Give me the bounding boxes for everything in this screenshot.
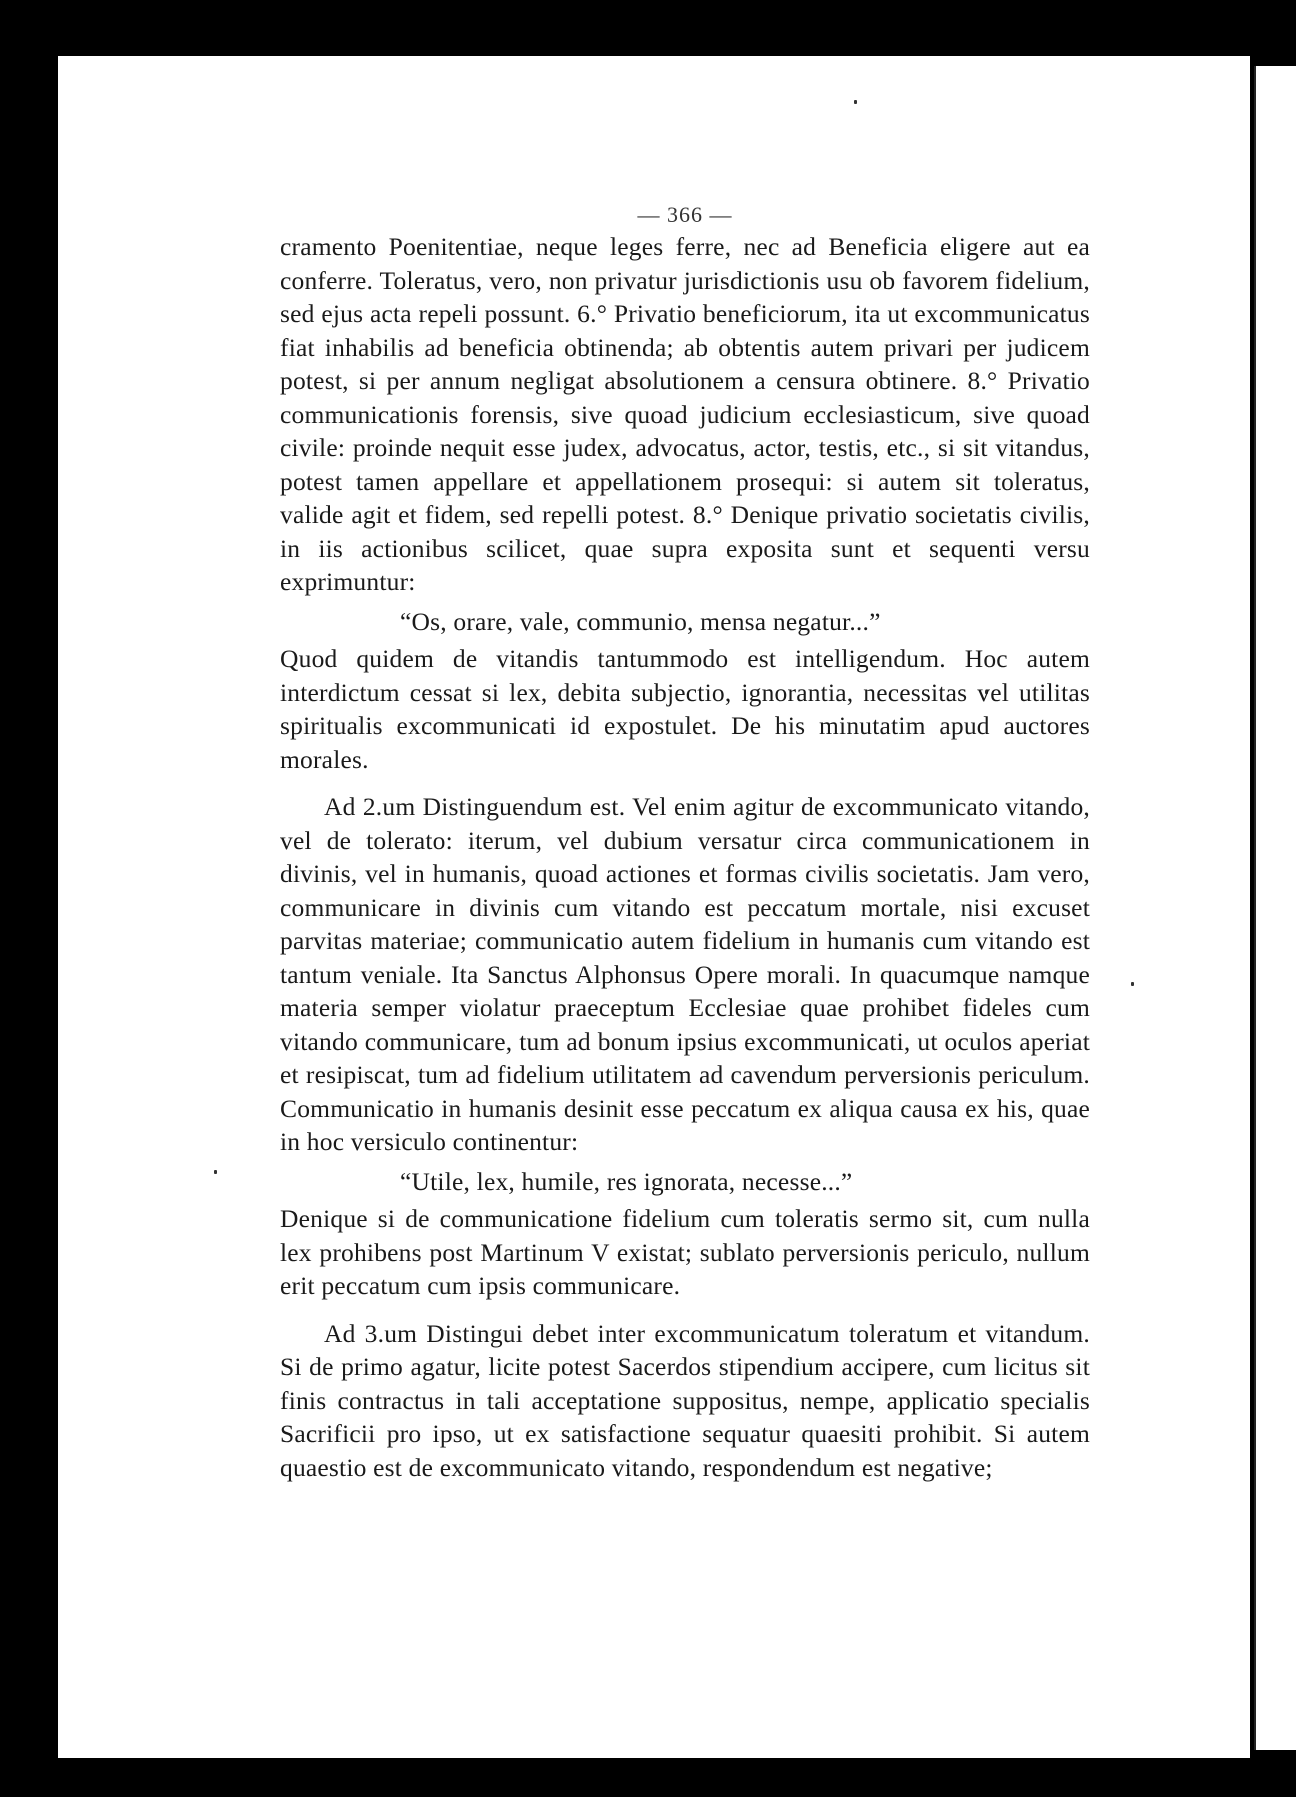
adjacent-page-edge bbox=[1254, 66, 1296, 1750]
paragraph-2: Quod quidem de vitandis tantummodo est intelligendum. Hoc autem interdictum cessat si lex, debita subjectio, ignorantia, necessitas vel utilitas spiritualis excommunicati id expostulet. De his minutatim apud auctores morales. bbox=[280, 644, 1090, 774]
verse-quote-1: “Os, orare, vale, communio, mensa negatur...” bbox=[400, 606, 881, 636]
paragraph-1: cramento Poenitentiae, neque leges ferre, nec ad Beneficia eligere aut ea conferre. Toleratus, vero, non privatur jurisdictionis usu ob favorem fidelium, sed ejus acta repeli possunt. 6.° Privatio beneficiorum, ita ut excommunicatus fiat inhabilis ad beneficia obtinenda; ab obtentis autem privari per judicem potest, si per annum negligat absolutionem a censura obtinere. 8.° Privatio communicationis forensis, sive quoad judicium ecclesiasticum, sive quoad civile: proinde nequit esse judex, advocatus, actor, testis, etc., si sit vitandus, potest tamen appellare et appellationem prosequi: si autem sit toleratus, valide agit et fidem, sed repelli potest. 8.° Denique privatio societatis civilis, in iis actionibus scilicet, quae supra exposita sunt et sequenti versu exprimuntur: bbox=[280, 232, 1090, 596]
scan-speck bbox=[1131, 982, 1134, 986]
paragraph-ad-3: Ad 3.um Distingui debet inter excommunicatum toleratum et vitandum. Si de primo agatur, licite potest Sacerdos stipendium accipere, cum licitus sit finis contractus in tali acceptatione suppositus, nempe, applicatio specialis Sacrificii pro ipso, ut ex satisfactione sequatur quaesiti prohibit. Si autem quaestio est de excommunicato vitando, respondendum est negative; bbox=[280, 1318, 1090, 1482]
verse-quote-2: “Utile, lex, humile, res ignorata, necesse...” bbox=[400, 1166, 853, 1196]
paragraph-ad-2: Ad 2.um Distinguendum est. Vel enim agitur de excommunicato vitando, vel de tolerato: iterum, vel dubium versatur circa communicationem in divinis, vel in humanis, quoad actiones et formas civilis societatis. Jam vero, communicare in divinis cum vitando est peccatum mortale, nisi excuset parvitas materiae; communicatio autem fidelium in humanis cum vitando est tantum veniale. Ita Sanctus Alphonsus Opere morali. In quacumque namque materia semper violatur praeceptum Ecclesiae quae prohibet fideles cum vitando communicare, tum ad bonum ipsius excommunicati, ut oculos aperiat et resipiscat, tum ad fidelium utilitatem ad cavendum perversionis periculum. Communicatio in humanis desinit esse peccatum ex aliqua causa ex his, quae in hoc versiculo continentur: bbox=[280, 792, 1090, 1156]
page-number: — 366 — bbox=[637, 202, 733, 227]
scan-speck bbox=[854, 100, 857, 104]
scan-speck bbox=[214, 1170, 217, 1174]
paragraph-3: Denique si de communicatione fidelium cum toleratis sermo sit, cum nulla lex prohibens post Martinum V existat; sublato perversionis periculo, nullum erit peccatum cum ipsis communicare. bbox=[280, 1204, 1090, 1300]
page-text bbox=[280, 200, 1090, 1484]
